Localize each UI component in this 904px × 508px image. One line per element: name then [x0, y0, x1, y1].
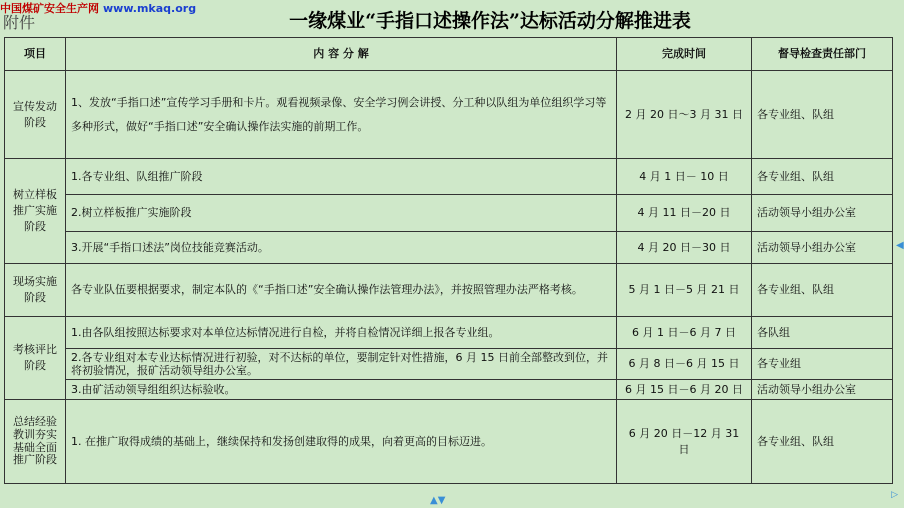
- time-cell: 5 月 1 日－5 月 21 日: [617, 264, 752, 317]
- table-row: [5, 232, 893, 264]
- content-cell: 1. 在推广取得成绩的基础上，继续保持和发扬创建取得的成果，向着更高的目标迈进。: [66, 400, 617, 484]
- header-item: 项目: [5, 38, 66, 71]
- dept-cell: 各队组: [752, 317, 893, 349]
- table-row: [5, 195, 893, 232]
- watermark-url: www.mkaq.org: [103, 2, 197, 15]
- content-cell: 1.由各队组按照达标要求对本单位达标情况进行自检，并将自检情况详细上报各专业组。: [66, 317, 617, 349]
- dept-cell: 各专业组: [752, 349, 893, 380]
- dept-cell: 各专业组、队组: [752, 400, 893, 484]
- content-cell: 2.各专业组对本专业达标情况进行初验，对不达标的单位，要制定针对性措施，6 月 15 日前全部整改到位，并将初验情况，报矿活动领导组办公室。: [66, 349, 617, 380]
- content-cell: 1、发放“手指口述”宣传学习手册和卡片。观看视频录像、安全学习例会讲授、分工种以队组为单位组织学习等多种形式，做好“手指口述”安全确认操作法实施的前期工作。: [66, 71, 617, 159]
- header-dept: 督导检查责任部门: [752, 38, 893, 71]
- content-cell: 1.各专业组、队组推广阶段: [66, 159, 617, 195]
- time-cell: 2 月 20 日～3 月 31 日: [617, 71, 752, 159]
- time-cell: 4 月 1 日－ 10 日: [617, 159, 752, 195]
- table-row: [5, 159, 893, 195]
- table-row: [5, 317, 893, 349]
- stage-cell: 宣传发动阶段: [5, 71, 66, 159]
- table-row: [5, 264, 893, 317]
- bottom-scroll-handle[interactable]: ▲▼: [430, 495, 446, 506]
- dept-cell: 活动领导小组办公室: [752, 232, 893, 264]
- time-cell: 4 月 11 日－20 日: [617, 195, 752, 232]
- dept-cell: 各专业组、队组: [752, 71, 893, 159]
- table-header-row: [5, 38, 893, 71]
- time-cell: 4 月 20 日－30 日: [617, 232, 752, 264]
- attachment-label: 附件: [3, 13, 36, 32]
- table-row: [5, 71, 893, 159]
- table-row: [5, 380, 893, 400]
- time-cell: 6 月 20 日－12 月 31 日: [617, 400, 752, 484]
- content-cell: 各专业队伍要根据要求，制定本队的《“手指口述”安全确认操作法管理办法》，并按照管理办法严格考核。: [66, 264, 617, 317]
- time-cell: 6 月 1 日－6 月 7 日: [617, 317, 752, 349]
- dept-cell: 活动领导小组办公室: [752, 195, 893, 232]
- content-cell: 3.开展“手指口述法”岗位技能竞赛活动。: [66, 232, 617, 264]
- table-row: [5, 349, 893, 380]
- stage-cell: 考核评比阶段: [5, 317, 66, 400]
- dept-cell: 各专业组、队组: [752, 264, 893, 317]
- right-scroll-handle[interactable]: ◀: [896, 240, 904, 251]
- stage-cell: 总结经验教训夯实基础全面推广阶段: [5, 400, 66, 484]
- content-cell: 2.树立样板推广实施阶段: [66, 195, 617, 232]
- watermark-site: 中国煤矿安全生产网: [0, 2, 99, 15]
- corner-resize-icon[interactable]: ▷: [891, 490, 898, 500]
- time-cell: 6 月 15 日－6 月 20 日: [617, 380, 752, 400]
- dept-cell: 各专业组、队组: [752, 159, 893, 195]
- time-cell: 6 月 8 日－6 月 15 日: [617, 349, 752, 380]
- progress-table: [4, 37, 893, 484]
- dept-cell: 活动领导小组办公室: [752, 380, 893, 400]
- table-row: [5, 400, 893, 484]
- content-cell: 3.由矿活动领导组组织达标验收。: [66, 380, 617, 400]
- document-title: 一缘煤业“手指口述操作法”达标活动分解推进表: [289, 10, 691, 32]
- stage-cell: 树立样板推广实施阶段: [5, 159, 66, 264]
- header-content: 内 容 分 解: [66, 38, 617, 71]
- header-time: 完成时间: [617, 38, 752, 71]
- stage-cell: 现场实施阶段: [5, 264, 66, 317]
